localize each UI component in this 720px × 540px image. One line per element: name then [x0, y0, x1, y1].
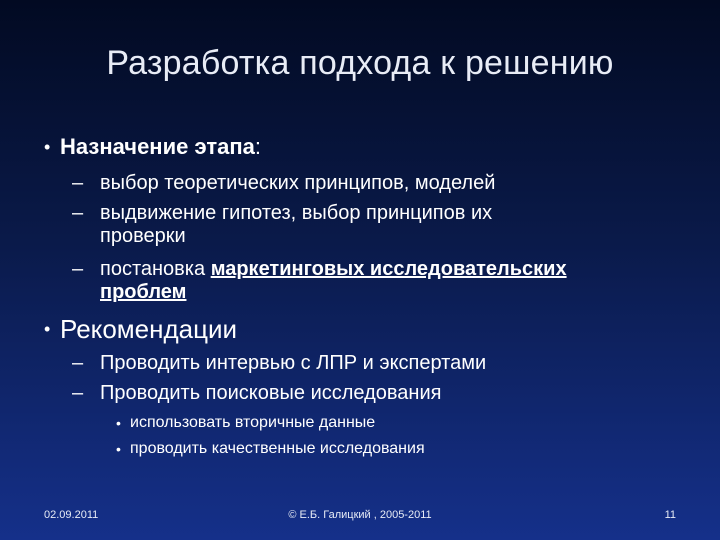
- subbullet-dot: •: [116, 441, 121, 457]
- dash-marker: –: [72, 172, 84, 194]
- list-item: [72, 352, 486, 375]
- list-item: [116, 439, 425, 459]
- list-item: [72, 382, 441, 405]
- recommendation-subitem-2: проводить качественные исследования: [130, 440, 425, 457]
- dash-marker: –: [72, 258, 84, 280]
- purpose-item-2: [100, 202, 492, 248]
- list-item: [72, 172, 495, 195]
- list-item: [72, 258, 567, 304]
- list-item: [116, 413, 375, 433]
- purpose-item-3: [100, 258, 567, 304]
- recommendations-label: Рекомендации: [60, 314, 238, 344]
- purpose-item-3-emphasis: маркетинговых исследовательских: [210, 258, 567, 280]
- list-item: [72, 202, 492, 248]
- recommendation-subitem-1: использовать вторичные данные: [130, 414, 376, 431]
- bullet-purpose: [44, 134, 261, 160]
- purpose-colon: :: [254, 134, 261, 159]
- footer-page-number: 11: [664, 509, 676, 521]
- purpose-label: [60, 134, 261, 160]
- subbullet-dot: •: [116, 415, 121, 431]
- slide-title: Разработка подхода к решению: [106, 44, 614, 82]
- purpose-item-3-emphasis-line2: проблем: [100, 281, 187, 303]
- dash-marker: –: [72, 352, 84, 374]
- dash-marker: –: [72, 382, 84, 404]
- footer-date: 02.09.2011: [44, 509, 99, 521]
- footer-copyright: © Е.Б. Галицкий , 2005-2011: [288, 509, 432, 521]
- purpose-item-2-line1: выдвижение гипотез, выбор принципов их: [100, 202, 493, 224]
- purpose-item-2-line2: проверки: [100, 225, 186, 247]
- recommendation-item-1: Проводить интервью с ЛПР и экспертами: [100, 352, 487, 374]
- purpose-label-text: Назначение этапа: [60, 134, 255, 159]
- purpose-item-1: выбор теоретических принципов, моделей: [100, 172, 496, 194]
- recommendation-item-2: Проводить поисковые исследования: [100, 382, 442, 404]
- bullet-recommendations: [44, 314, 237, 344]
- bullet-dot: •: [44, 137, 51, 157]
- purpose-item-3-text: постановка: [100, 258, 206, 280]
- bullet-dot: •: [44, 319, 51, 339]
- dash-marker: –: [72, 202, 84, 224]
